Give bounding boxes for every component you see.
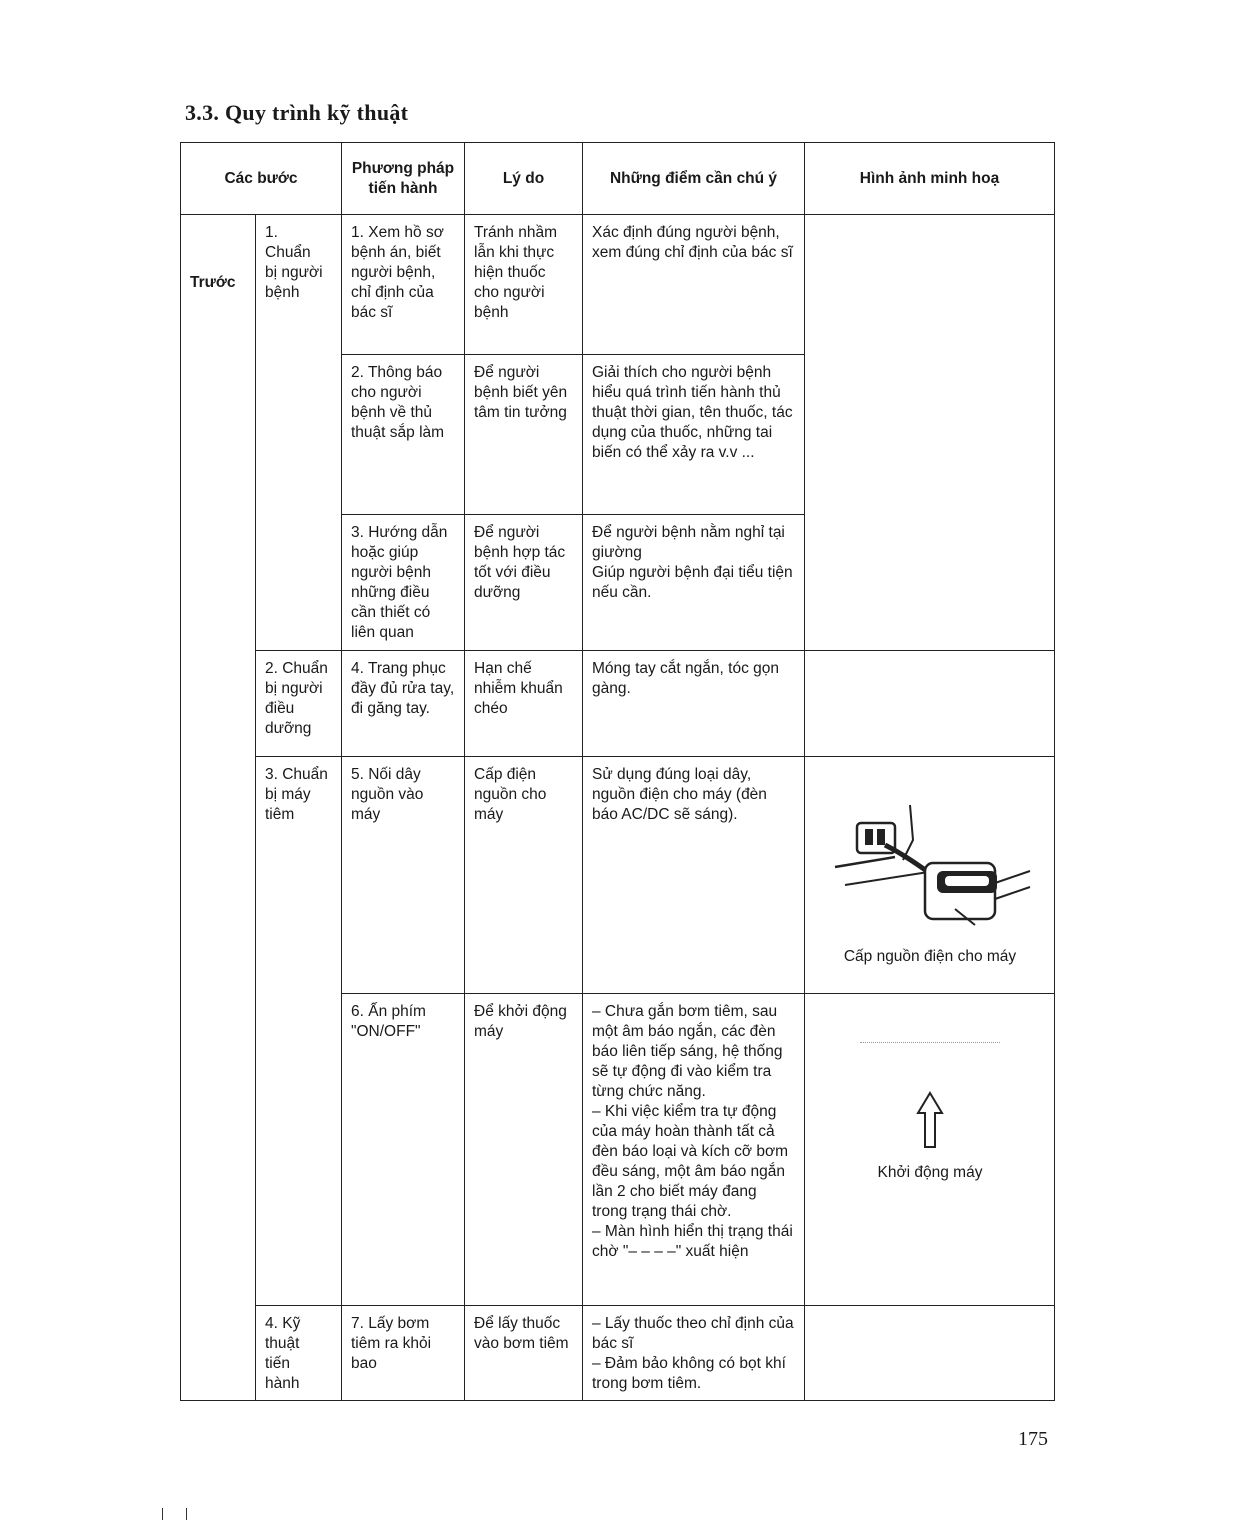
illustration-power xyxy=(805,757,1055,994)
phase-label: Trước xyxy=(181,215,256,1401)
method-cell: 7. Lấy bơm tiêm ra khỏi bao xyxy=(342,1306,465,1401)
table-row xyxy=(181,1306,1055,1401)
step-group-4: 4. Kỹ thuật tiến hành xyxy=(256,1306,342,1401)
illustration-startup xyxy=(805,994,1055,1306)
illustration-caption: Khởi động máy xyxy=(877,1164,983,1181)
reason-cell: Hạn chế nhiễm khuẩn chéo xyxy=(465,651,583,757)
scan-mark xyxy=(162,1508,163,1520)
reason-cell: Cấp điện nguồn cho máy xyxy=(465,757,583,994)
header-method: Phương pháp tiến hành xyxy=(342,143,465,215)
illustration-cell-empty xyxy=(805,215,1055,651)
method-cell: 5. Nối dây nguồn vào máy xyxy=(342,757,465,994)
section-heading: 3.3. Quy trình kỹ thuật xyxy=(185,100,409,125)
scan-mark xyxy=(186,1508,187,1520)
notes-cell: Móng tay cắt ngắn, tóc gọn gàng. xyxy=(583,651,805,757)
notes-cell: Để người bệnh nằm nghỉ tại giường Giúp người bệnh đại tiểu tiện nếu cần. xyxy=(583,515,805,651)
reason-cell: Tránh nhầm lẫn khi thực hiện thuốc cho người bệnh xyxy=(465,215,583,355)
header-steps: Các bước xyxy=(181,143,342,215)
illustration-cell-empty xyxy=(805,1306,1055,1401)
notes-cell: – Lấy thuốc theo chỉ định của bác sĩ – Đảm bảo không có bọt khí trong bơm tiêm. xyxy=(583,1306,805,1401)
page-number: 175 xyxy=(1018,1428,1048,1450)
method-cell: 1. Xem hồ sơ bệnh án, biết người bệnh, chỉ định của bác sĩ xyxy=(342,215,465,355)
notes-cell: – Chưa gắn bơm tiêm, sau một âm báo ngắn, các đèn báo liên tiếp sáng, hệ thống sẽ tự động đi vào kiểm tra từng chức năng. – Khi việc kiểm tra tự động của máy hoàn thành tất cả đèn báo loại và kích cỡ bơm đều sáng, một âm báo ngắn lần 2 cho biết máy đang trong trạng thái chờ. – Màn hình hiển thị trạng thái chờ "– – – –" xuất hiện xyxy=(583,994,805,1306)
notes-cell: Xác định đúng người bệnh, xem đúng chỉ định của bác sĩ xyxy=(583,215,805,355)
procedure-table xyxy=(180,142,1055,1401)
step-group-1: 1. Chuẩn bị người bệnh xyxy=(256,215,342,651)
illustration-cell-empty xyxy=(805,651,1055,757)
reason-cell: Để lấy thuốc vào bơm tiêm xyxy=(465,1306,583,1401)
table-row xyxy=(181,215,1055,355)
header-row xyxy=(181,143,1055,215)
table-row xyxy=(181,757,1055,994)
header-reason: Lý do xyxy=(465,143,583,215)
step-group-2: 2. Chuẩn bị người điều dưỡng xyxy=(256,651,342,757)
notes-cell: Giải thích cho người bệnh hiểu quá trình tiến hành thủ thuật thời gian, tên thuốc, tác dụng của thuốc, những tai biến có thể xảy ra v.v ... xyxy=(583,355,805,515)
up-arrow-icon xyxy=(915,1091,945,1151)
notes-cell: Sử dụng đúng loại dây, nguồn điện cho máy (đèn báo AC/DC sẽ sáng). xyxy=(583,757,805,994)
step-group-3: 3. Chuẩn bị máy tiêm xyxy=(256,757,342,1306)
method-cell: 3. Hướng dẫn hoặc giúp người bệnh những điều cần thiết có liên quan xyxy=(342,515,465,651)
power-cable-plug-icon xyxy=(815,785,1045,935)
method-cell: 6. Ấn phím "ON/OFF" xyxy=(342,994,465,1306)
reason-cell: Để khởi động máy xyxy=(465,994,583,1306)
method-cell: 2. Thông báo cho người bệnh về thủ thuật sắp làm xyxy=(342,355,465,515)
header-illustration: Hình ảnh minh hoạ xyxy=(805,143,1055,215)
method-cell: 4. Trang phục đầy đủ rửa tay, đi găng tay. xyxy=(342,651,465,757)
illustration-caption: Cấp nguồn điện cho máy xyxy=(843,948,1017,965)
table-row xyxy=(181,651,1055,757)
reason-cell: Để người bệnh hợp tác tốt với điều dưỡng xyxy=(465,515,583,651)
reason-cell: Để người bệnh biết yên tâm tin tưởng xyxy=(465,355,583,515)
dotted-divider xyxy=(860,1042,1000,1043)
header-notes: Những điểm cần chú ý xyxy=(583,143,805,215)
